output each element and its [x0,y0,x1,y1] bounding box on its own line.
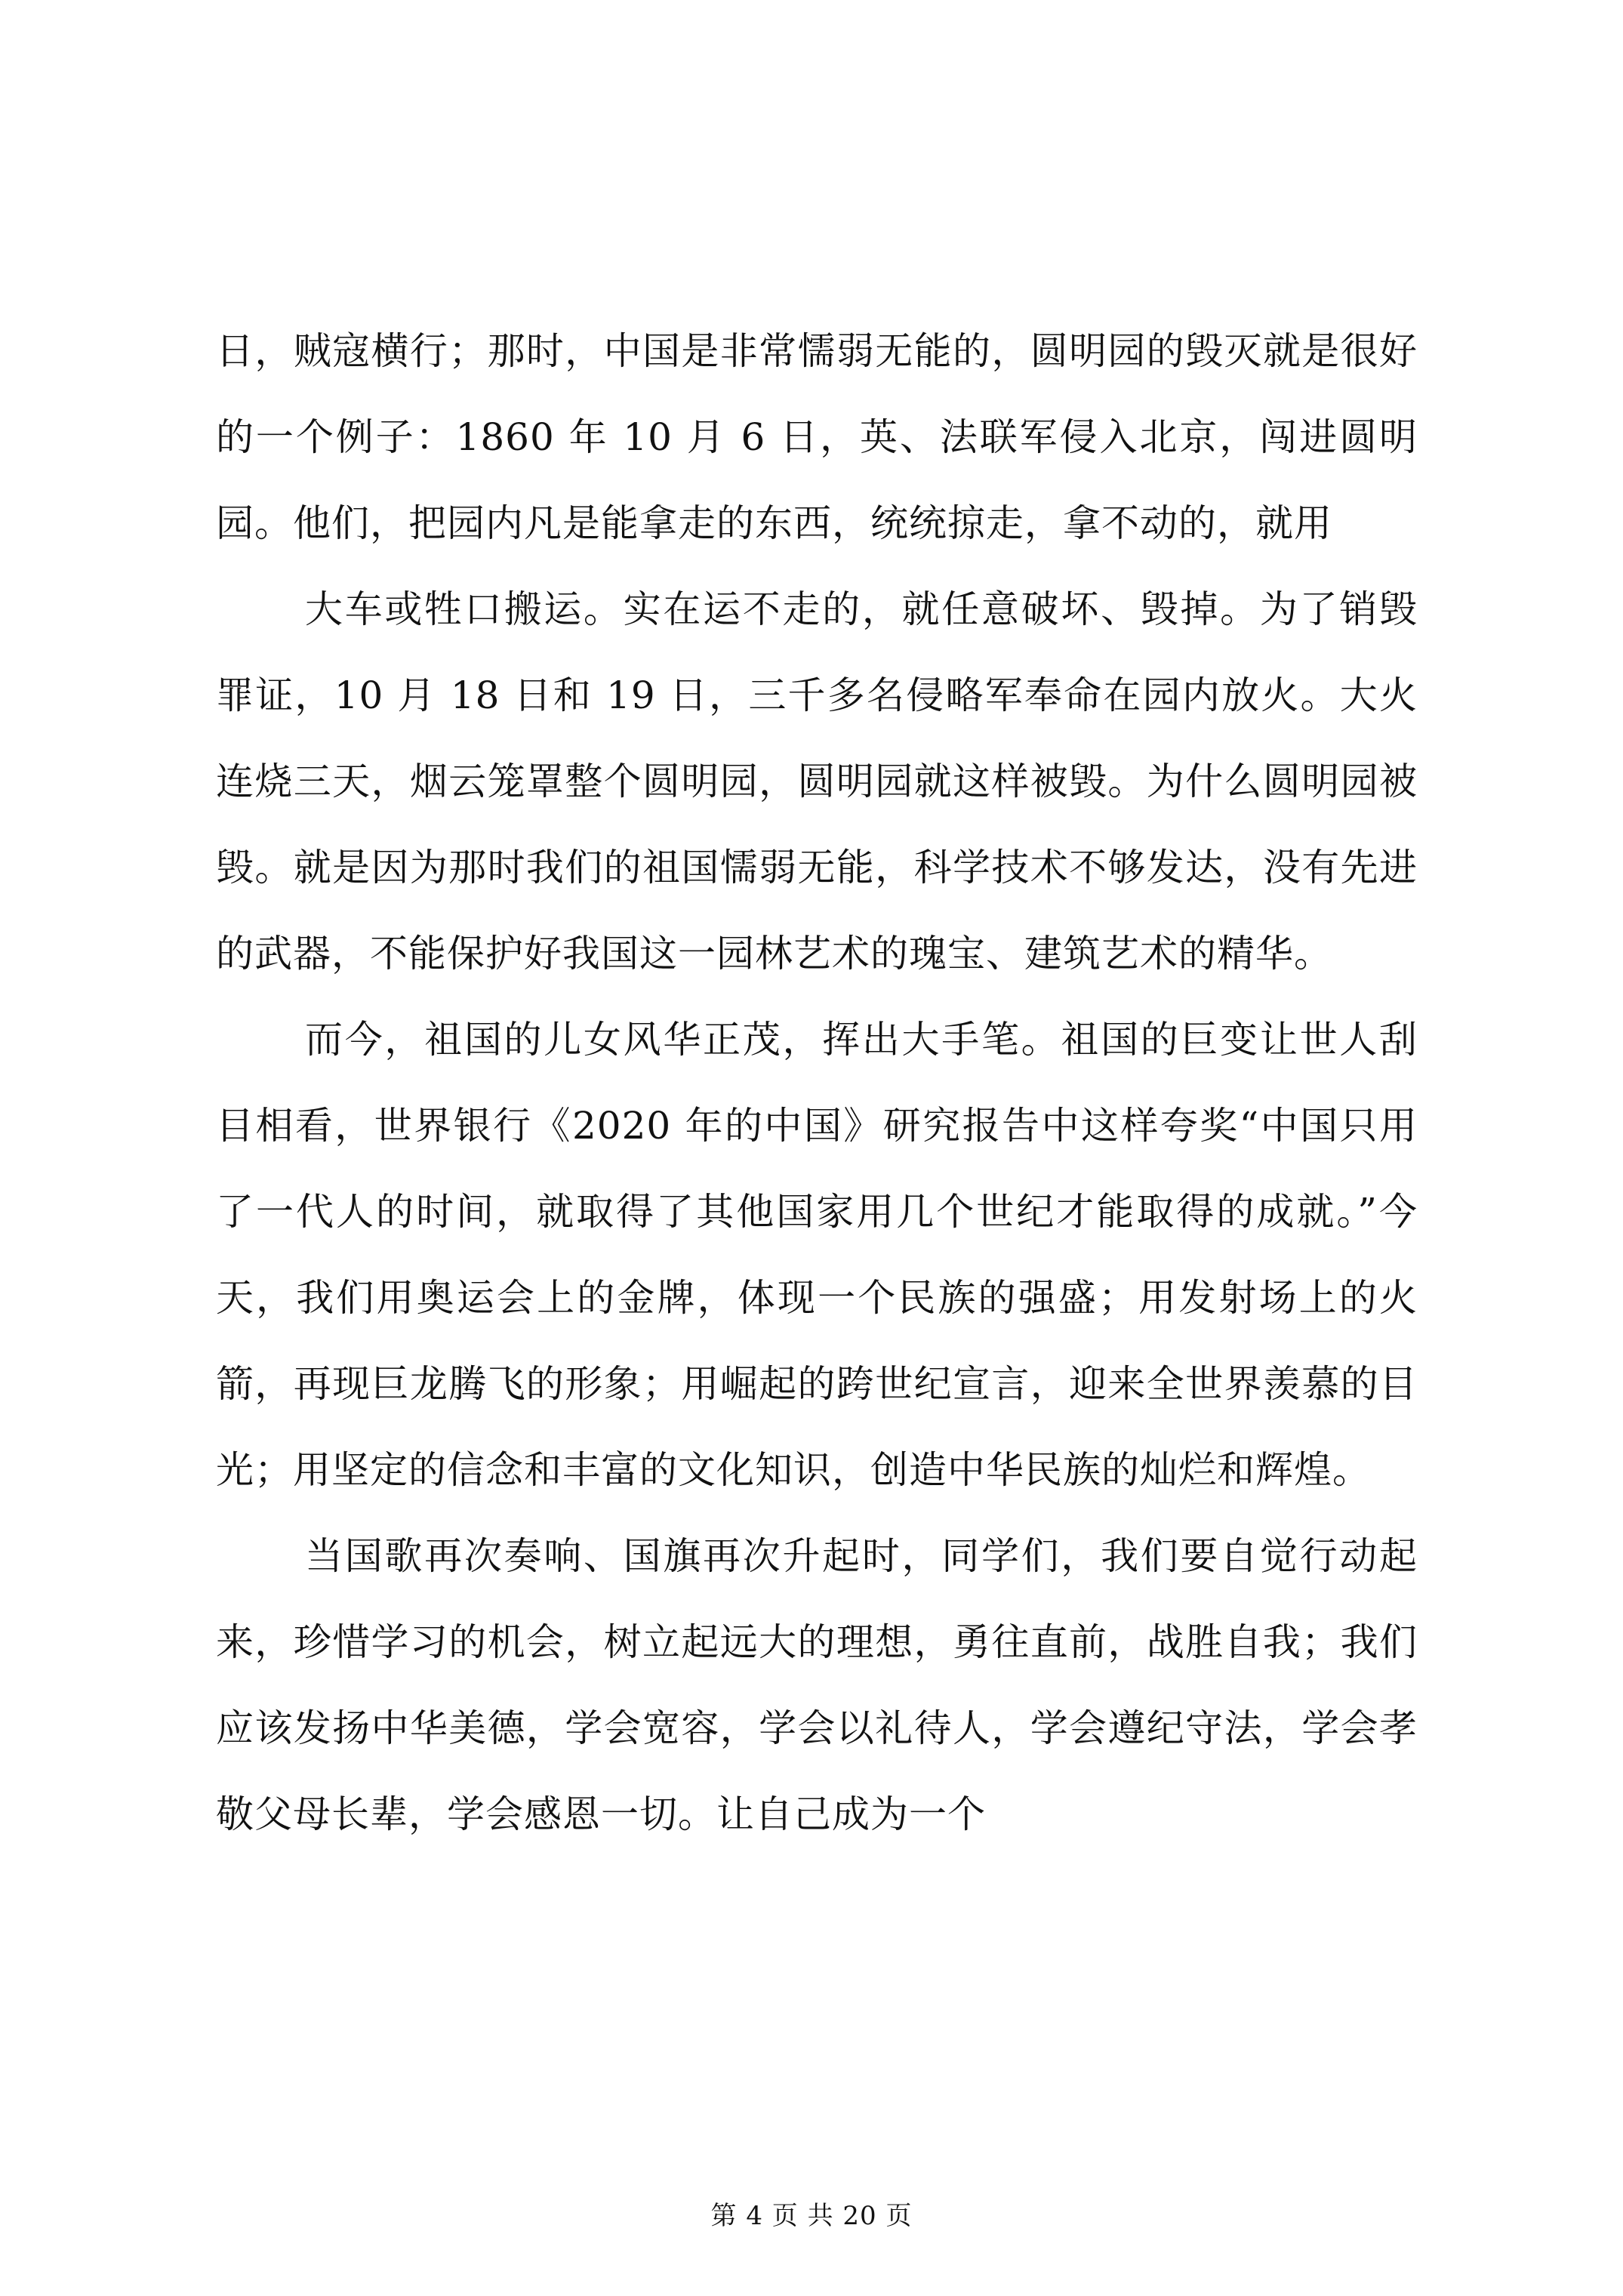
page-number-footer: 第 4 页 共 20 页 [710,2201,913,2231]
paragraph-continuation: 日，贼寇横行；那时，中国是非常懦弱无能的，圆明园的毁灭就是很好的一个例子：1860 年 10 月 6 日，英、法联军侵入北京，闯进圆明园。他们，把园内凡是能拿走的东西，统统掠走，拿不动的，就用 [216,329,1418,545]
paragraph: 大车或牲口搬运。实在运不走的，就任意破坏、毁掉。为了销毁罪证，10 月 18 日和 19 日，三千多名侵略军奉命在园内放火。大火连烧三天，烟云笼罩整个圆明园，圆明园就这样被毁。为什么圆明园被毁。就是因为那时我们的祖国懦弱无能，科学技术不够发达，没有先进的武器，不能保护好我国这一园林艺术的瑰宝、建筑艺术的精华。 [216,587,1418,975]
paragraph: 而今，祖国的儿女风华正茂，挥出大手笔。祖国的巨变让世人刮目相看，世界银行《2020 年的中国》研究报告中这样夸奖“中国只用了一代人的时间，就取得了其他国家用几个世纪才能取得的成就。”今天，我们用奥运会上的金牌，体现一个民族的强盛；用发射场上的火箭，再现巨龙腾飞的形象；用崛起的跨世纪宣言，迎来全世界羡慕的目光；用坚定的信念和丰富的文化知识，创造中华民族的灿烂和辉煌。 [216,1018,1418,1492]
paragraph: 当国歌再次奏响、国旗再次升起时，同学们，我们要自觉行动起来，珍惜学习的机会，树立起远大的理想，勇往直前，战胜自我；我们应该发扬中华美德，学会宽容，学会以礼待人，学会遵纪守法，学会孝敬父母长辈，学会感恩一切。让自己成为一个 [216,1534,1418,1836]
document-body [216,308,1418,1857]
